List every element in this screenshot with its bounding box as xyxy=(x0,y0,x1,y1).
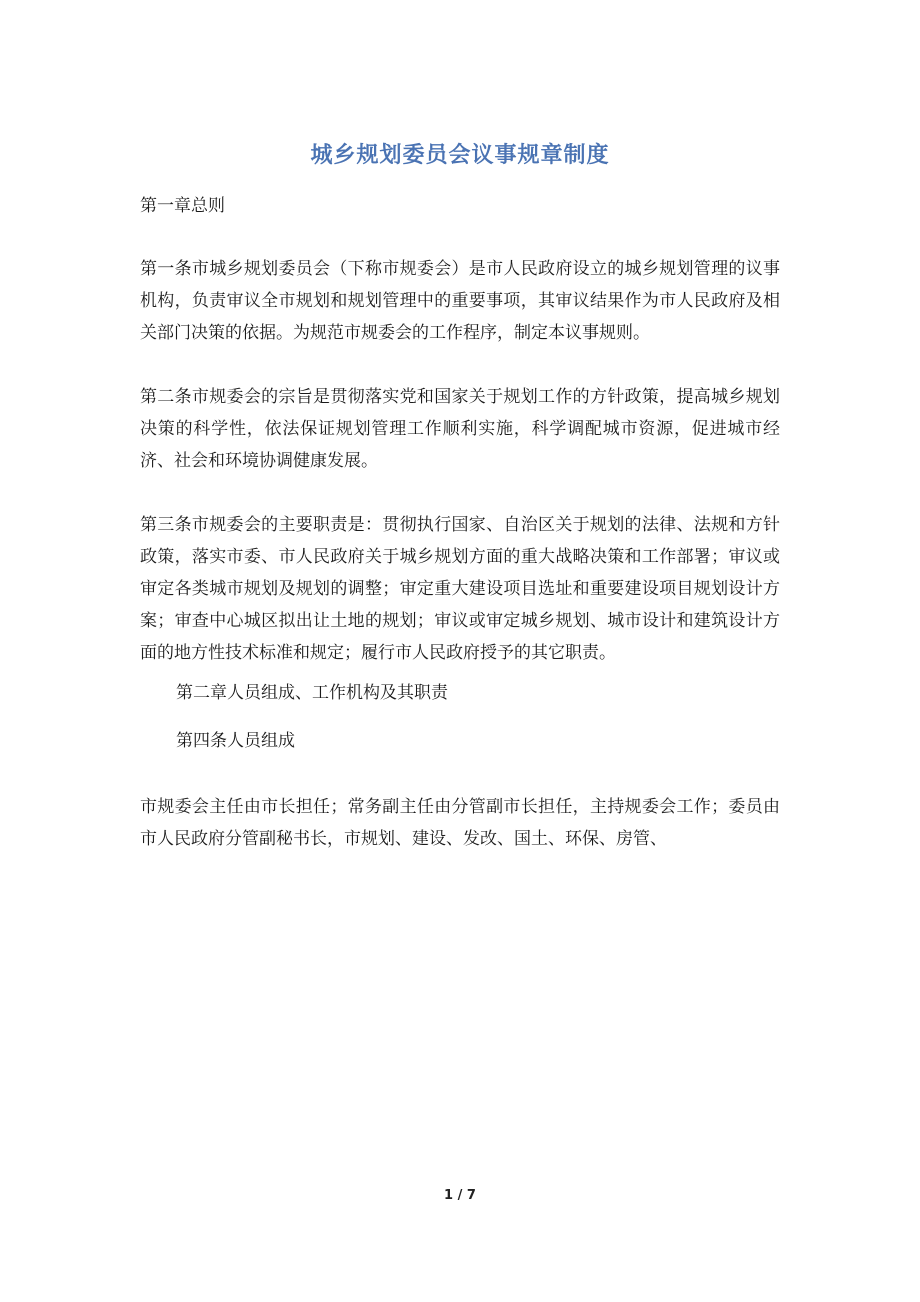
document-title: 城乡规划委员会议事规章制度 xyxy=(310,143,610,168)
chapter-heading: 第二章人员组成、工作机构及其职责 xyxy=(176,683,448,703)
article-paragraph: 第三条市规委会的主要职责是：贯彻执行国家、自治区关于规划的法律、法规和方针政策，落实市委、市人民政府关于城乡规划方面的重大战略决策和工作部署；审议或审定各类城市规划及规划的调整；审定重大建设项目选址和重要建设项目规划设计方案；审查中心城区拟出让土地的规划；审议或审定城乡规划、城市设计和建筑设计方面的地方性技术标准和规定；履行市人民政府授予的其它职责。 xyxy=(140,515,780,663)
chapter-heading: 第一章总则 xyxy=(140,196,225,216)
article-heading: 第四条人员组成 xyxy=(176,731,295,751)
article-paragraph: 第一条市城乡规划委员会（下称市规委会）是市人民政府设立的城乡规划管理的议事机构，负责审议全市规划和规划管理中的重要事项，其审议结果作为市人民政府及相关部门决策的依据。为规范市规委会的工作程序，制定本议事规则。 xyxy=(140,259,780,343)
page-number: 1 / 7 xyxy=(444,1188,476,1203)
article-paragraph: 第二条市规委会的宗旨是贯彻落实党和国家关于规划工作的方针政策，提高城乡规划决策的科学性，依法保证规划管理工作顺利实施，科学调配城市资源，促进城市经济、社会和环境协调健康发展。 xyxy=(140,387,780,471)
document-body xyxy=(140,190,780,887)
article-paragraph: 市规委会主任由市长担任；常务副主任由分管副市长担任，主持规委会工作；委员由市人民政府分管副秘书长，市规划、建设、发改、国土、环保、房管、 xyxy=(140,797,780,849)
